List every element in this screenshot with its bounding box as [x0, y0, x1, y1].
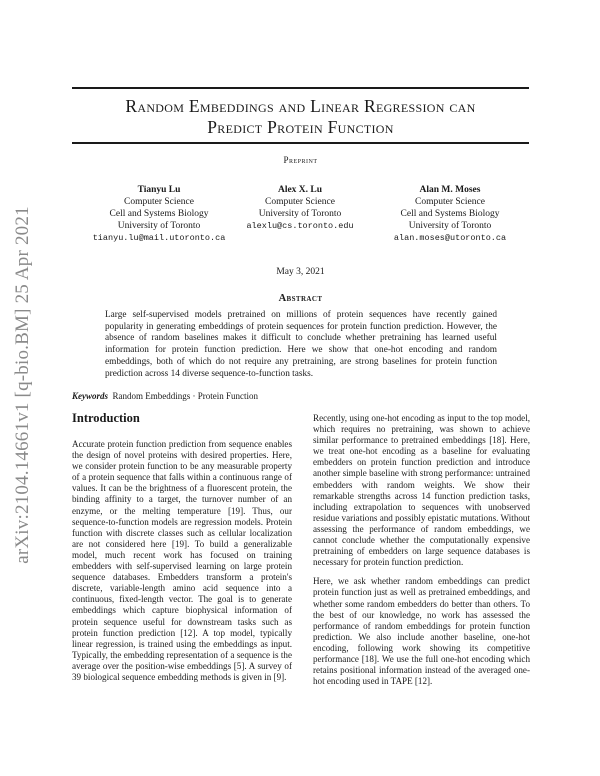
author-affiliation: University of Toronto [117, 221, 201, 231]
paper-title-line1: Random Embeddings and Linear Regression can [125, 96, 476, 116]
arxiv-stamp-text: arXiv:2104.14661v1 [q-bio.BM] 25 Apr 2021 [12, 206, 33, 564]
keywords-label: Keywords [72, 391, 108, 401]
right-column [313, 413, 530, 695]
author-email: tianyu.lu@mail.utoronto.ca [92, 233, 226, 243]
author-block [225, 184, 375, 232]
introduction-heading: Introduction [72, 411, 140, 425]
paper-title-line2: Predict Protein Function [207, 117, 394, 137]
paper-date: May 3, 2021 [276, 267, 325, 277]
keywords-list: Random Embeddings · Protein Function [112, 391, 258, 401]
abstract-text: Large self-supervised models pretrained on millions of protein sequences have recently gained popularity in generating embeddings of protein sequences for protein function prediction. However, the absence of random baselines makes it difficult to conclude whether pretraining has learned useful information for protein function prediction. Here we show that one-hot encoding and random embeddings, both of which do not require any pretraining, are strong baselines for protein function prediction across 14 diverse sequence-to-function tasks. [105, 310, 497, 379]
author-email: alexlu@cs.toronto.edu [246, 221, 354, 231]
author-block [375, 184, 525, 244]
body-paragraph: Here, we ask whether random embeddings can predict protein function just as well as pretrained embeddings, and whether some random embedders do better than others. To the best of our knowledge, no work has assessed the performance of random embeddings for protein function prediction. We also include another baseline, one-hot encoding, following work showing its competitive performance [18]. We use the full one-hot encoding which retains positional information instead of the averaged one-hot encoding used in TAPE [12]. [313, 576, 530, 687]
author-affiliation: Computer Science [415, 197, 485, 207]
author-affiliation: University of Toronto [258, 209, 342, 219]
body-paragraph: Recently, using one-hot encoding as input to the top model, which requires no pretraining, was shown to achieve similar performance to pretrained embeddings [18]. Here, we treat one-hot encoding as a baseline for evaluating embedders on protein function prediction and introduce another simple baseline with strong performance: untrained embedders with random weights. We show their remarkable strengths across 14 function prediction tasks, including extrapolation to sequences with unobserved residue variations and possibly epistatic mutations. Without assessing the performance of random embeddings, we cannot conclude whether the computationally expensive pretraining of embedders on large sequence databases is necessary for protein function prediction. [313, 413, 530, 568]
author-affiliation: Computer Science [124, 197, 194, 207]
left-column [72, 411, 292, 691]
title-rule-bottom [72, 142, 529, 144]
author-name: Tianyu Lu [137, 185, 181, 195]
preprint-label: Preprint [283, 155, 318, 165]
body-paragraph: Accurate protein function prediction from sequence enables the design of novel proteins with desired properties. Here, we consider protein function to be any measurable property of a protein sequence that falls within a continuous range of values. It can be the brightness of a fluorescent protein, the binding affinity to a target, the turnover number of an enzyme, or the melting temperature [19]. Thus, our sequence-to-function models are regression models. Protein function with discrete classes such as cellular localization are not considered here [19]. To build a generalizable model, much recent work has focused on training embedders with self-supervised learning on large protein sequence databases. Embedders transform a protein's discrete, variable-length amino acid sequence into a continuous, fixed-length vector. The goal is to generate embeddings which capture biophysical information of protein sequence useful for downstream tasks such as protein function prediction [12]. A top model, typically linear regression, is trained using the embeddings as input. Typically, the embedding representation of a sequence is the average over the position-wise embeddings [5]. A survey of 39 biological sequence embedding methods is given in [9]. [72, 439, 292, 682]
paper-title [72, 96, 529, 138]
author-affiliation: Cell and Systems Biology [400, 209, 500, 219]
author-name: Alex X. Lu [277, 185, 323, 195]
author-block [84, 184, 234, 244]
author-affiliation: Computer Science [265, 197, 335, 207]
title-rule-top [72, 87, 529, 89]
keywords-line [72, 391, 529, 401]
abstract-heading: Abstract [278, 293, 323, 304]
author-name: Alan M. Moses [419, 185, 481, 195]
author-affiliation: University of Toronto [408, 221, 492, 231]
arxiv-stamp [8, 170, 38, 600]
author-email: alan.moses@utoronto.ca [393, 233, 507, 243]
author-affiliation: Cell and Systems Biology [109, 209, 209, 219]
